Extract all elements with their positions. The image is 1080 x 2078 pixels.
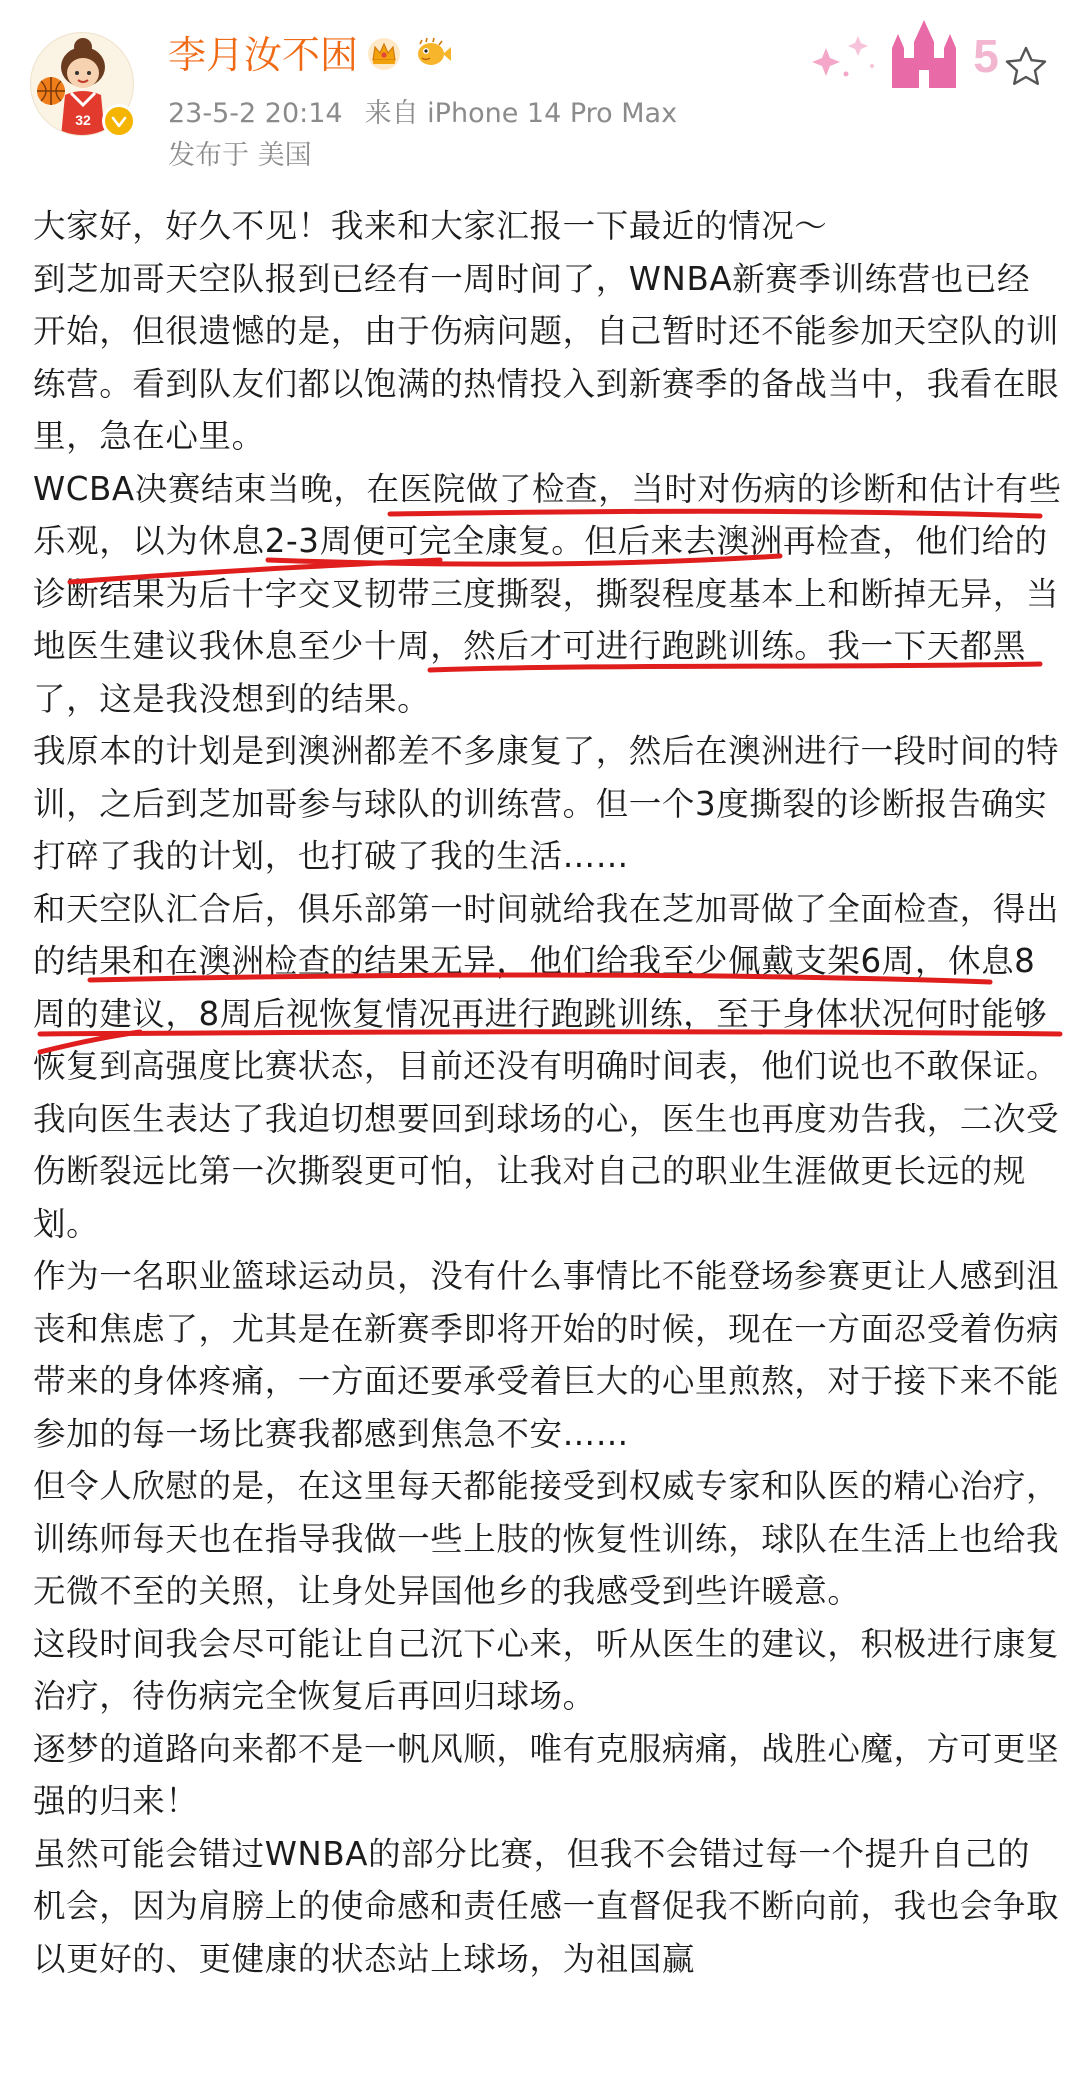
post-location: 发布于 美国 [168,140,312,171]
verified-badge-icon [102,104,136,138]
author-name[interactable]: 李月汝不困 [168,33,359,77]
castle-five-anniversary-icon [800,14,1010,94]
paragraph-wnba-outlook: 虽然可能会错过WNBA的部分比赛，但我不会错过每一个提升自己的机会，因为肩膀上的使命感和责任感一直督促我不断向前，我也会争取以更好的、更健康的状态站上球场，为祖国赢 [33,1834,1060,1978]
post-meta [168,96,677,132]
pufferfish-icon[interactable] [412,36,452,74]
post-header [0,0,1080,190]
paragraph-frustration: 作为一名职业篮球运动员，没有什么事情比不能登场参赛更让人感到沮丧和焦虑了，尤其是在新赛季即将开始的时候，现在一方面忍受着伤病带来的身体疼痛，一方面还要承受着巨大的心里煎熬，对于接下来不能参加的每一场比赛我都感到焦急不安…… [33,1257,1060,1453]
post-time: 23-5-2 20:14 [168,98,343,129]
svg-text:5: 5 [973,30,999,82]
crown-icon[interactable] [366,36,402,74]
paragraph-team-checkup: 和天空队汇合后，俱乐部第一时间就给我在芝加哥做了全面检查，得出的结果和在澳洲检查的结果无异，他们给我至少佩戴支架6周，休息8周的建议，8周后视恢复情况再进行跑跳训练，至于身体状况何时能够恢复到高强度比赛状态，目前还没有明确时间表，他们说也不敢保证。我向医生表达了我迫切想要回到球场的心，医生也再度劝告我，二次受伤断裂远比第一次撕裂更可怕，让我对自己的职业生涯做更长远的规划。 [33,889,1060,1243]
favorite-star-button[interactable] [1000,42,1052,94]
paragraph-diagnosis: WCBA决赛结束当晚，在医院做了检查，当时对伤病的诊断和估计有些乐观，以为休息2-3周便可完全康复。但后来去澳洲再检查，他们给的诊断结果为后十字交叉韧带三度撕裂，撕裂程度基本上和断掉无异，当地医生建议我休息至少十周，然后才可进行跑跳训练。我一下天都黑了，这是我没想到的结果。 [33,469,1062,718]
author-badges [366,36,452,74]
avatar[interactable] [30,32,134,136]
paragraph-arrival: 到芝加哥天空队报到已经有一周时间了，WNBA新赛季训练营也已经开始，但很遗憾的是，由于伤病问题，自己暂时还不能参加天空队的训练营。看到队友们都以饱满的热情投入到新赛季的备战当中，我看在眼里，急在心里。 [33,259,1060,455]
paragraph-greeting: 大家好，好久不见！我来和大家汇报一下最近的情况～ [33,207,828,245]
paragraph-dream: 逐梦的道路向来都不是一帆风顺，唯有克服病痛，战胜心魔，方可更坚强的归来！ [33,1729,1060,1820]
star-outline-icon [1004,45,1048,91]
svg-text:32: 32 [75,112,91,128]
paragraph-recovery-plan: 这段时间我会尽可能让自己沉下心来，听从医生的建议，积极进行康复治疗，待伤病完全恢复后再回归球场。 [33,1624,1060,1715]
paragraph-original-plan: 我原本的计划是到澳洲都差不多康复了，然后在澳洲进行一段时间的特训，之后到芝加哥参与球队的训练营。但一个3度撕裂的诊断报告确实打碎了我的计划，也打破了我的生活…… [33,732,1060,875]
post-source[interactable]: 来自 iPhone 14 Pro Max [364,98,678,129]
paragraph-gratitude: 但令人欣慰的是，在这里每天都能接受到权威专家和队医的精心治疗，训练师每天也在指导我做一些上肢的恢复性训练，球队在生活上也给我无微不至的关照，让身处异国他乡的我感受到些许暖意。 [33,1467,1060,1610]
post-body [33,200,1063,1985]
